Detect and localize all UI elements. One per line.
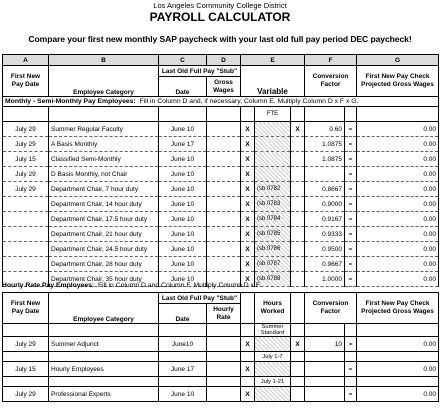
- gross-wages-input[interactable]: [207, 242, 241, 257]
- pay-date-cell: July 29: [3, 167, 49, 182]
- equals-sign: =: [345, 257, 357, 272]
- monthly-table: [2, 54, 439, 287]
- blank-cell: [207, 352, 241, 362]
- hourly-table: [2, 292, 439, 402]
- variable-input[interactable]: [255, 122, 291, 137]
- hourly-header-employee-category: Employee Category: [49, 293, 159, 324]
- multiply-sign-2: [291, 387, 305, 402]
- hourly-prerow: [3, 377, 439, 387]
- multiply-sign-2: [291, 242, 305, 257]
- multiply-sign: X: [241, 337, 255, 352]
- blank-cell: [241, 324, 255, 337]
- multiply-sign: X: [241, 197, 255, 212]
- hourly-header-hourly-rate: Hourly Rate: [207, 304, 241, 324]
- conversion-factor-cell: 1.0875: [305, 152, 345, 167]
- col-letter-c: C: [159, 55, 207, 66]
- blank-cell: [3, 324, 49, 337]
- conversion-factor-cell: [305, 362, 345, 377]
- col-letter-g: G: [357, 55, 439, 66]
- variable-input[interactable]: [255, 167, 291, 182]
- hourly-rows: [3, 324, 439, 402]
- stub-date-cell: June 10: [159, 122, 207, 137]
- projected-wages-cell: 0.00: [357, 197, 439, 212]
- gross-wages-input[interactable]: [207, 122, 241, 137]
- pay-date-cell: [3, 242, 49, 257]
- equals-sign: =: [345, 182, 357, 197]
- monthly-row: [3, 242, 439, 257]
- multiply-sign: X: [241, 387, 255, 402]
- conversion-factor-cell: 1.0000: [305, 272, 345, 287]
- multiply-sign: X: [241, 362, 255, 377]
- blank-cell: [3, 352, 49, 362]
- col-letter-f: F: [305, 55, 357, 66]
- multiply-sign: X: [241, 257, 255, 272]
- monthly-row: [3, 257, 439, 272]
- category-cell: Department Chair, 35 hour duty: [49, 272, 159, 287]
- fte-label: FTE: [255, 107, 291, 122]
- hourly-header-projected-gross: First New Pay Check Projected Gross Wages: [357, 293, 439, 324]
- gross-wages-input[interactable]: [207, 197, 241, 212]
- stub-date-cell: June 17: [159, 362, 207, 377]
- blank-cell: [305, 377, 345, 387]
- variable-input[interactable]: (sb 0787: [255, 257, 291, 272]
- gross-wages-input[interactable]: [207, 227, 241, 242]
- hourly-section-title: Hourly Rate Pay Employees:: [2, 282, 95, 289]
- variable-input[interactable]: (sb 0784: [255, 212, 291, 227]
- hourly-header-first-new-pay-date: First New Pay Date: [3, 293, 49, 324]
- pay-date-cell: [3, 257, 49, 272]
- hourly-row: [3, 337, 439, 352]
- hourly-section-note: Fill in Column D and Column F. Multiply Column D x F.: [97, 282, 262, 289]
- blank-cell: [357, 324, 439, 337]
- multiply-sign: X: [241, 227, 255, 242]
- multiply-sign-2: [291, 137, 305, 152]
- column-letters-row: [3, 55, 439, 66]
- multiply-sign-2: [291, 197, 305, 212]
- stub-date-cell: June 10: [159, 182, 207, 197]
- projected-wages-cell: 0.00: [357, 182, 439, 197]
- stub-date-cell: June 10: [159, 387, 207, 402]
- header-conversion-factor: Conversion Factor: [305, 66, 357, 97]
- stub-date-cell: June 10: [159, 167, 207, 182]
- hours-worked-input[interactable]: [255, 337, 291, 352]
- conversion-factor-cell: 0.9333: [305, 227, 345, 242]
- stub-date-cell: June 10: [159, 227, 207, 242]
- hours-period-label: July 1-21: [255, 377, 291, 387]
- blank-cell: [305, 352, 345, 362]
- header-employee-category: Employee Category: [49, 66, 159, 97]
- equals-sign: =: [345, 167, 357, 182]
- hourly-section-label: [2, 282, 261, 289]
- category-cell: D Basis Monthly, not Chair: [49, 167, 159, 182]
- col-letter-b: B: [49, 55, 159, 66]
- pay-date-cell: July 29: [3, 122, 49, 137]
- gross-wages-input[interactable]: [207, 212, 241, 227]
- pay-date-cell: July 29: [3, 387, 49, 402]
- hours-worked-input[interactable]: [255, 362, 291, 377]
- category-cell: Department Chair, 7 hour duty: [49, 182, 159, 197]
- projected-wages-cell: 0.00: [357, 137, 439, 152]
- hourly-header-date: Date: [159, 304, 207, 324]
- variable-input[interactable]: (sb 0786: [255, 242, 291, 257]
- projected-wages-cell: 0.00: [357, 362, 439, 377]
- conversion-factor-cell: 0.9500: [305, 242, 345, 257]
- equals-sign: =: [345, 137, 357, 152]
- col-letter-d: D: [207, 55, 241, 66]
- blank-cell: [207, 324, 241, 337]
- category-cell: Summer Adjunct: [49, 337, 159, 352]
- multiply-sign: X: [241, 152, 255, 167]
- equals-sign: =: [345, 337, 357, 352]
- blank-cell: [241, 352, 255, 362]
- blank-cell: [241, 377, 255, 387]
- category-cell: Professional Experts: [49, 387, 159, 402]
- variable-input[interactable]: (sb 0783: [255, 197, 291, 212]
- conversion-factor-cell: 0.9000: [305, 197, 345, 212]
- blank-cell: [3, 377, 49, 387]
- multiply-sign: X: [241, 272, 255, 287]
- multiply-sign: X: [241, 122, 255, 137]
- conversion-factor-cell: [305, 387, 345, 402]
- equals-sign: =: [345, 362, 357, 377]
- monthly-row: [3, 137, 439, 152]
- stub-date-cell: June 10: [159, 212, 207, 227]
- blank-cell: [49, 377, 159, 387]
- pay-date-cell: [3, 227, 49, 242]
- category-cell: Department Chair, 28 hour duty: [49, 257, 159, 272]
- multiply-sign: X: [241, 242, 255, 257]
- hourly-header-hours-worked: Hours Worked: [255, 293, 291, 324]
- multiply-sign-2: [291, 212, 305, 227]
- pay-date-cell: July 29: [3, 137, 49, 152]
- monthly-rows: [3, 122, 439, 287]
- header-variable: Variable: [241, 66, 305, 97]
- col-letter-e: E: [241, 55, 305, 66]
- category-cell: Hourly Employees: [49, 362, 159, 377]
- monthly-row: [3, 122, 439, 137]
- variable-input[interactable]: (sb 0785: [255, 227, 291, 242]
- projected-wages-cell: 0.00: [357, 167, 439, 182]
- hourly-prerow: [3, 324, 439, 337]
- multiply-sign-2: [291, 167, 305, 182]
- blank-cell: [291, 352, 305, 362]
- equals-sign: =: [345, 122, 357, 137]
- projected-wages-cell: 0.00: [357, 227, 439, 242]
- pay-date-cell: July 15: [3, 152, 49, 167]
- blank-cell: [357, 377, 439, 387]
- instruction-text: Compare your first new monthly SAP paycheck with your last old full pay period DEC paycheck!: [28, 34, 412, 44]
- header-gross-wages: Gross Wages: [207, 77, 241, 97]
- pay-date-cell: [3, 197, 49, 212]
- stub-date-cell: June 10: [159, 197, 207, 212]
- stub-date-cell: June10: [159, 337, 207, 352]
- blank-cell: [345, 324, 357, 337]
- blank-cell: [159, 324, 207, 337]
- hourly-rate-input[interactable]: [207, 337, 241, 352]
- blank-cell: [305, 324, 345, 337]
- pay-date-cell: July 29: [3, 182, 49, 197]
- blank-cell: [159, 352, 207, 362]
- pay-date-cell: July 29: [3, 337, 49, 352]
- hourly-rate-input[interactable]: [207, 387, 241, 402]
- conversion-factor-cell: 0.9167: [305, 212, 345, 227]
- pay-date-cell: [3, 212, 49, 227]
- gross-wages-input[interactable]: [207, 137, 241, 152]
- monthly-row: [3, 167, 439, 182]
- multiply-sign: X: [241, 167, 255, 182]
- multiply-sign-2: X: [291, 122, 305, 137]
- gross-wages-input[interactable]: [207, 152, 241, 167]
- projected-wages-cell: 0.00: [357, 387, 439, 402]
- equals-sign: =: [345, 227, 357, 242]
- hourly-prerow: [3, 352, 439, 362]
- pay-date-cell: July 15: [3, 362, 49, 377]
- equals-sign: =: [345, 242, 357, 257]
- hourly-row: [3, 387, 439, 402]
- header-last-old-stub: Last Old Full Pay "Stub": [159, 66, 241, 77]
- category-cell: Classified Semi-Monthly: [49, 152, 159, 167]
- category-cell: Department Chair, 24.5 hour duty: [49, 242, 159, 257]
- monthly-row: [3, 197, 439, 212]
- equals-sign: =: [345, 212, 357, 227]
- multiply-sign-2: [291, 257, 305, 272]
- gross-wages-input[interactable]: [207, 257, 241, 272]
- hours-worked-input[interactable]: [255, 387, 291, 402]
- category-cell: Department Chair, 14 hour duty: [49, 197, 159, 212]
- blank-cell: [49, 324, 159, 337]
- category-cell: Department Chair, 21 hour duty: [49, 227, 159, 242]
- blank-cell: [49, 352, 159, 362]
- conversion-factor-cell: 0.8667: [305, 182, 345, 197]
- monthly-section-title: Monthly - Semi-Monthly Pay Employees:: [5, 98, 136, 105]
- blank-cell: [159, 377, 207, 387]
- blank-cell: [291, 324, 305, 337]
- equals-sign: =: [345, 272, 357, 287]
- monthly-section-label: [3, 97, 439, 107]
- variable-input[interactable]: (sb 0782: [255, 182, 291, 197]
- category-cell: Summer Regular Faculty: [49, 122, 159, 137]
- gross-wages-input[interactable]: [207, 182, 241, 197]
- category-cell: Department Chair, 17.5 hour duty: [49, 212, 159, 227]
- conversion-factor-cell: [305, 167, 345, 182]
- equals-sign: =: [345, 387, 357, 402]
- projected-wages-cell: 0.00: [357, 257, 439, 272]
- blank-cell: [345, 352, 357, 362]
- equals-sign: =: [345, 152, 357, 167]
- conversion-factor-cell: 10: [305, 337, 345, 352]
- projected-wages-cell: 0.00: [357, 337, 439, 352]
- category-cell: A Basis Monthly: [49, 137, 159, 152]
- multiply-sign: X: [241, 137, 255, 152]
- district-name: Los Angeles Community College District: [153, 1, 287, 10]
- multiply-sign-2: [291, 362, 305, 377]
- multiply-sign-2: [291, 152, 305, 167]
- stub-date-cell: June 10: [159, 272, 207, 287]
- projected-wages-cell: 0.00: [357, 212, 439, 227]
- blank-cell: [357, 352, 439, 362]
- monthly-row: [3, 182, 439, 197]
- hourly-row: [3, 362, 439, 377]
- hourly-rate-input[interactable]: [207, 362, 241, 377]
- blank-cell: [207, 377, 241, 387]
- conversion-factor-cell: 1.0875: [305, 137, 345, 152]
- multiply-sign-2: X: [291, 337, 305, 352]
- blank-cell: [345, 377, 357, 387]
- blank-cell: [291, 377, 305, 387]
- col-letter-a: A: [3, 55, 49, 66]
- equals-sign: =: [345, 197, 357, 212]
- conversion-factor-cell: 0.60: [305, 122, 345, 137]
- stub-date-cell: June 17: [159, 137, 207, 152]
- gross-wages-input[interactable]: [207, 167, 241, 182]
- stub-date-cell: June 10: [159, 257, 207, 272]
- multiply-sign-2: [291, 272, 305, 287]
- page-title: PAYROLL CALCULATOR: [149, 10, 291, 24]
- stub-date-cell: June 10: [159, 152, 207, 167]
- projected-wages-cell: 0.00: [357, 152, 439, 167]
- multiply-sign: X: [241, 212, 255, 227]
- conversion-factor-cell: 0.9667: [305, 257, 345, 272]
- hours-period-label: July 1-7: [255, 352, 291, 362]
- header-first-new-pay-date: First New Pay Date: [3, 66, 49, 97]
- projected-wages-cell: 0.00: [357, 242, 439, 257]
- variable-input[interactable]: (sb 0788: [255, 272, 291, 287]
- hourly-header-conversion-factor: Conversion Factor: [305, 293, 357, 324]
- monthly-row: [3, 152, 439, 167]
- header-projected-gross: First New Pay Check Projected Gross Wages: [357, 66, 439, 97]
- projected-wages-cell: 0.00: [357, 122, 439, 137]
- projected-wages-cell: 0.00: [357, 272, 439, 287]
- multiply-sign-2: [291, 182, 305, 197]
- monthly-row: [3, 212, 439, 227]
- variable-input[interactable]: [255, 137, 291, 152]
- hourly-header-last-old-stub: Last Old Full Pay "Stub": [159, 293, 241, 304]
- monthly-section-note: Fill in Column D and, if necessary, Column E. Multiply Column D x F x G.: [139, 98, 359, 105]
- stub-date-cell: June 10: [159, 242, 207, 257]
- multiply-sign: X: [241, 182, 255, 197]
- multiply-sign-2: [291, 227, 305, 242]
- monthly-row: [3, 227, 439, 242]
- hours-period-label: Summer Standard: [255, 324, 291, 337]
- variable-input[interactable]: [255, 152, 291, 167]
- header-date: Date: [159, 77, 207, 97]
